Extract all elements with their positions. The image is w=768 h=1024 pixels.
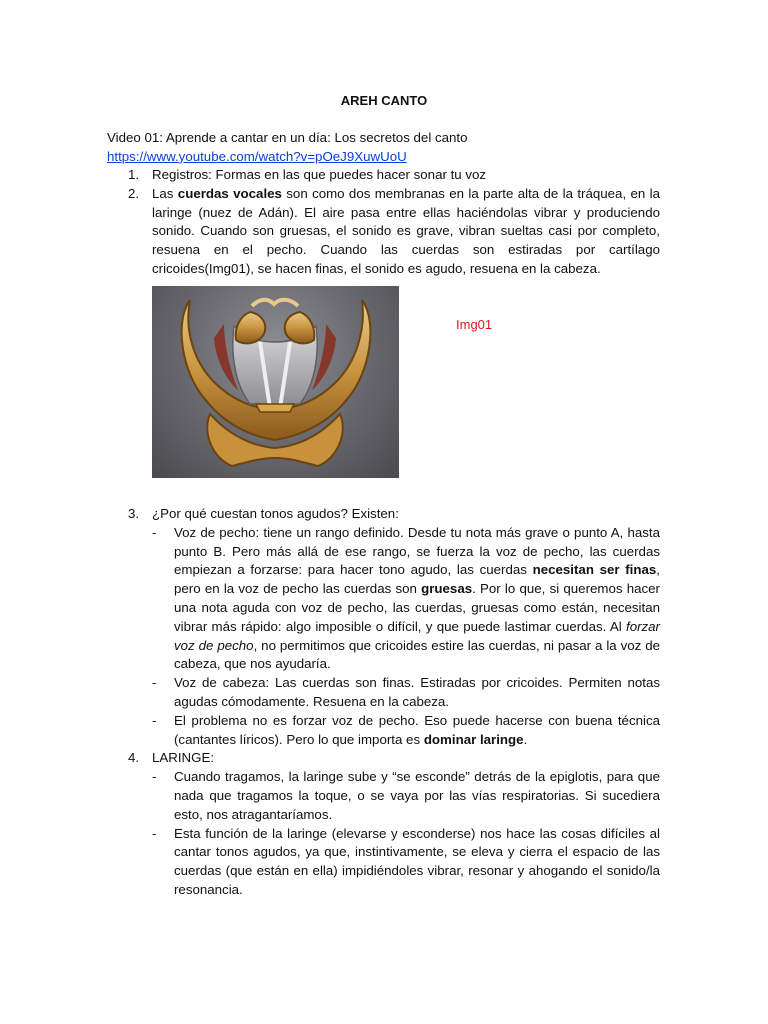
sub-item-head-voice	[0, 674, 768, 712]
list-item-text: LARINGE:	[152, 750, 215, 766]
bullet-dash: -	[152, 712, 157, 728]
list-item-2	[0, 185, 768, 279]
figure-label: Img01	[456, 317, 493, 332]
list-section-2	[0, 505, 768, 900]
list-item-text: Registros: Formas en las que puedes hacer sonar tu voz	[152, 167, 487, 182]
larynx-cartilage-drawing	[152, 286, 399, 478]
text-run: Voz de pecho: tiene un rango definido. Desde tu nota más grave o punto A, hasta punto B. Pero más allá de ese rango, se fuerza la voz de pecho, las cuerdas empiezan a forzarse: para hacer tono agudo, las cuerdas	[174, 524, 660, 578]
list-number: 1.	[128, 167, 140, 182]
bullet-dash: -	[152, 769, 157, 785]
list-item-1	[0, 166, 768, 185]
bold-term: necesitan ser finas	[532, 562, 657, 578]
text-run: , no permitimos que cricoides estire las cuerdas, ni pasar a la voz de cabeza, que nos ayudaría.	[174, 637, 661, 672]
italic-term: forzar voz de pecho	[174, 618, 660, 653]
video-title-line: Video 01: Aprende a cantar en un día: Los secretos del canto	[107, 130, 468, 145]
bold-term: gruesas	[421, 581, 473, 597]
list-item-3	[0, 505, 768, 524]
document-title: AREH CANTO	[340, 93, 428, 108]
list-section-1	[0, 166, 768, 279]
sub-item-swallowing	[0, 768, 768, 824]
text-run: El problema no es forzar voz de pecho. Eso puede hacerse con buena técnica (cantantes líricos). Pero lo que importa es	[174, 712, 660, 747]
text-run: . Por lo que, si queremos hacer una nota aguda con voz de pecho, las cuerdas, gruesas como están, necesitan vibrar más rápido: algo imposible o difícil, y que puede lastimar cuerdas. Al	[174, 581, 660, 634]
bullet-dash: -	[152, 825, 157, 841]
bold-term: cuerdas vocales	[177, 185, 282, 201]
list-item-text: ¿Por qué cuestan tonos agudos? Existen:	[152, 506, 399, 521]
text-run: Cuando tragamos, la laringe sube y “se esconde” detrás de la epiglotis, para que nada que tragamos la toque, o se vaya por las vías respiratorias. Si sucediera esto, nos atragantaríamos.	[174, 769, 660, 822]
list-number: 3.	[128, 506, 140, 521]
text-run: Voz de cabeza: Las cuerdas son finas. Estiradas por cricoides. Permiten notas agudas cómodamente. Resuena en la cabeza.	[174, 675, 660, 709]
intro-block	[107, 129, 667, 167]
sub-item-problem	[0, 712, 768, 750]
sub-item-high-tones	[0, 825, 768, 900]
list-item-4	[0, 749, 768, 768]
text-run: Las	[152, 185, 178, 201]
text-run: .	[523, 731, 528, 747]
list-number: 4.	[128, 750, 140, 766]
list-number: 2.	[128, 185, 140, 201]
larynx-illustration	[152, 286, 399, 478]
bullet-dash: -	[152, 675, 157, 691]
bold-term: dominar laringe	[423, 731, 524, 747]
sub-item-chest-voice	[0, 524, 768, 674]
text-run: , pero en la voz de pecho las cuerdas son	[174, 562, 660, 597]
text-run: Esta función de la laringe (elevarse y esconderse) nos hace las cosas difíciles al cantar tonos agudos, ya que, instintivamente, se eleva y cierra el espacio de las cuerdas (que están en ella) impidiéndoles vibrar, resonar y ahogando el sonido/la resonancia.	[174, 825, 660, 897]
video-link[interactable]: https://www.youtube.com/watch?v=pOeJ9XuwUoU	[107, 148, 407, 164]
text-run: son como dos membranas en la parte alta de la tráquea, en la laringe (nuez de Adán). El aire pasa entre ellas haciéndolas vibrar y produciendo sonido. Cuando son gruesas, el sonido es grave, vibran sueltas casi por completo, resuena en el pecho. Cuando las cuerdas son estiradas por cartílago cricoides(Img01), se hacen finas, el sonido es agudo, resuena en la cabeza.	[152, 185, 660, 276]
bullet-dash: -	[152, 524, 157, 540]
